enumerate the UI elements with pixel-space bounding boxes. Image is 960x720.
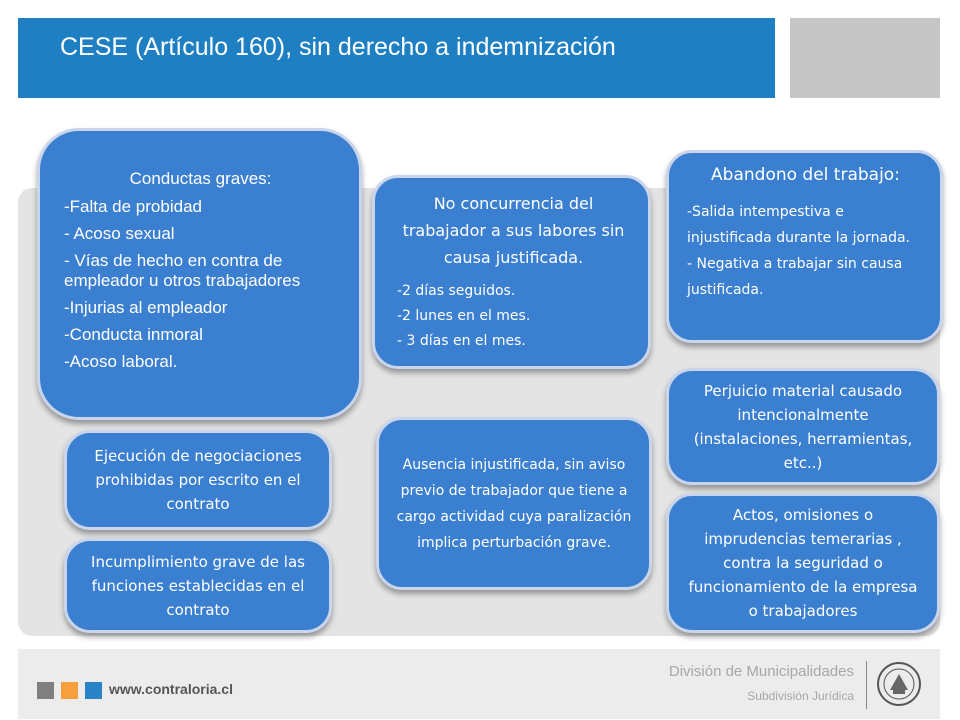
card-perjuicio-material — [666, 368, 940, 485]
title-accent-box — [790, 18, 940, 98]
list-item: -Falta de probidad — [64, 197, 202, 216]
card-title: Conductas graves: — [129, 169, 272, 188]
card-actos-omisiones — [666, 493, 940, 633]
blue-square-icon — [85, 682, 102, 699]
card-ejecucion-negociaciones — [64, 430, 332, 530]
card-text: Actos, omisiones o imprudencias temerarias , contra la seguridad o funcionamiento de la empresa o trabajadores — [688, 506, 918, 620]
card-ausencia-injustificada — [376, 417, 652, 590]
slide-title: CESE (Artículo 160), sin derecho a indemnización — [60, 33, 616, 61]
division-label: División de Municipalidades — [668, 663, 854, 680]
list-item: -2 días seguidos. — [397, 283, 516, 299]
footer — [18, 649, 940, 719]
website-link[interactable]: www.contraloria.cl — [109, 681, 233, 697]
list-item: -Acoso laboral. — [64, 352, 178, 371]
card-text: Perjuicio material causado intencionalmente (instalaciones, herramientas, etc..) — [693, 381, 913, 472]
list-item: -Injurias al empleador — [64, 298, 228, 317]
contraloria-seal-icon — [876, 661, 922, 707]
card-text: Ausencia injustificada, sin aviso previo de trabajador que tiene a cargo actividad cuya paralización implica perturbación grave. — [396, 456, 632, 551]
footer-divider — [866, 661, 867, 709]
list-item: - Vías de hecho en contra de empleador u otros trabajadores — [64, 251, 301, 290]
card-conductas-graves — [37, 128, 362, 420]
card-text: Ejecución de negociaciones prohibidas por escrito en el contrato — [94, 447, 302, 513]
list-item: -2 lunes en el mes. — [397, 308, 531, 324]
orange-square-icon — [61, 682, 78, 699]
card-title: Abandono del trabajo: — [711, 165, 900, 185]
card-text: Incumplimiento grave de las funciones establecidas en el contrato — [91, 552, 305, 619]
list-item: - 3 días en el mes. — [397, 333, 526, 349]
list-item: - Negativa a trabajar sin causa justificada. — [687, 256, 903, 298]
card-abandono-trabajo — [666, 150, 943, 343]
list-item: - Acoso sexual — [64, 224, 175, 243]
subdivision-label: Subdivisión Jurídica — [747, 689, 854, 703]
card-no-concurrencia — [372, 175, 651, 369]
gray-square-icon — [37, 682, 54, 699]
card-incumplimiento — [64, 538, 332, 633]
list-item: -Conducta inmoral — [64, 325, 203, 344]
card-title: No concurrencia del trabajador a sus labores sin causa justificada. — [402, 194, 625, 267]
slide-title-bar — [18, 18, 775, 98]
list-item: -Salida intempestiva e injustificada durante la jornada. — [687, 204, 910, 246]
